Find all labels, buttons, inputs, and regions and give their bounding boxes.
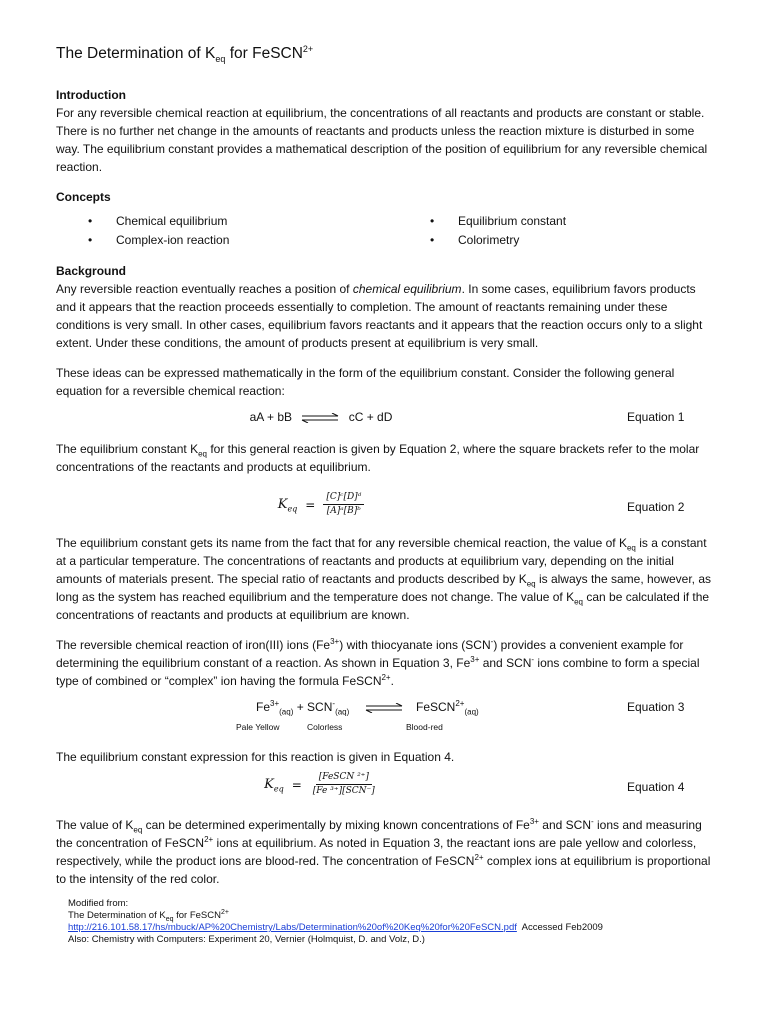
- bullet-icon: •: [430, 233, 435, 247]
- background-paragraph-5: The reversible chemical reaction of iron(III) ions $(Fe^{3+})$ with thiocyanate ions (SCN-) provides a convenient example for determining the equilibrium constant of a reaction. As shown in Equation 3, $Fe^{3+}$ and SCN- ions combine to form a special type of combined or “complex” ion having the formula FeSCN$^{2+}$.: [56, 637, 700, 688]
- equation-3: $Fe^{3+}_{(aq)} + SCN^-_{(aq)}$ FeSCN$^{2+}_{(aq)}$ Pale Yellow Colorless Blood-red Equation 3: [56, 694, 712, 740]
- equation-4-denominator: [Fe ³⁺][SCN⁻]: [312, 786, 375, 796]
- intro-paragraph: For any reversible chemical reaction at equilibrium, the concentrations of all reactants and products are constant or stable. There is no further net change in the amounts of reactants and products unless the reaction mixture is disturbed in some way. The equilibrium constant provides a mathematical description of the position of equilibrium for any reversible chemical reaction.: [56, 106, 708, 174]
- background-paragraph-2: These ideas can be expressed mathematically in the form of the equilibrium constant. Consider the following general equation for a reversible chemical reaction:: [56, 366, 675, 398]
- page-title: The Determination of $K_{eq}$ for FeSCN$^{2+}$: [56, 43, 314, 65]
- footer-line-3: http://216.101.58.17/hs/mbuck/AP%20Chemistry/Labs/Determination%20of%20Keq%20for%20FeSCN.pdf Accessed Feb2009: [68, 922, 603, 933]
- concepts-heading: Concepts: [56, 190, 111, 204]
- equation-2-numerator: [C]ᶜ[D]ᵈ: [323, 492, 364, 505]
- equation-2-denominator: [A]ᵃ[B]ᵇ: [326, 506, 361, 516]
- equation-2-label: Equation 2: [627, 500, 685, 514]
- background-paragraph-7: The value of $K_{eq}$ can be determined experimentally by mixing known concentrations of $Fe^{3+}$ and SCN- ions and measuring the concentration of FeSCN$^{2+}$ ions at equilibrium. As noted in Equation 3, the reactant ions are pale yellow and colorless, respectively, while the product ions are blood-red. The concentration of FeSCN$^{2+}$ complex ions at equilibrium is proportional to the intensity of the red color.: [56, 817, 711, 886]
- background-paragraph-1: Any reversible reaction eventually reaches a position of chemical equilibrium. In some cases, equilibrium favors products and it appears that the reaction proceeds essentially to completion. The amount of reactants remaining under these conditions is very small. In other cases, equilibrium favors reactants and it appears that the reaction occurs only to a slight extent. Under these conditions, the amount of products present at equilibrium is very small.: [56, 282, 703, 350]
- equation-1: aA + bB cC + dD Equation 1: [249, 410, 685, 424]
- concept-item: • Chemical equilibrium: [88, 212, 229, 231]
- background-paragraph-4: The equilibrium constant gets its name from the fact that for any reversible chemical reaction, the value of $K_{eq}$ is a constant at a particular temperature. The concentrations of reactants and products at equilibrium vary, depending on the initial amounts of materials present. The special ratio of reactants and products described by $K_{eq}$ is always the same, however, as long as the system has reached equilibrium and the temperature does not change. The value of $K_{eq}$ can be calculated if the concentrations of reactants and products at equilibrium are known.: [56, 536, 712, 622]
- concept-item: • Complex-ion reaction: [88, 231, 229, 250]
- footer-line-1: Modified from:: [68, 898, 129, 909]
- source-link[interactable]: http://216.101.58.17/hs/mbuck/AP%20Chemistry/Labs/Determination%20of%20Keq%20for%20FeSCN.pdf: [68, 922, 517, 933]
- label-colorless: Colorless: [307, 722, 343, 732]
- background-paragraph-6: The equilibrium constant expression for this reaction is given in Equation 4.: [56, 750, 455, 764]
- source-footer: [68, 898, 603, 946]
- concepts-list: [56, 212, 712, 252]
- intro-heading: Introduction: [56, 88, 126, 102]
- concept-item: • Colorimetry: [430, 231, 566, 250]
- background-paragraph-3: The equilibrium constant $K_{eq}$ for this general reaction is given by Equation 2, where the square brackets refer to the molar concentrations of the reactants and products at equilibrium.: [56, 442, 700, 474]
- equilibrium-arrows-icon: [365, 703, 403, 713]
- footer-line-2: The Determination of $K_{eq}$ for FeSCN$^{2+}$: [68, 908, 229, 923]
- equilibrium-arrows-icon: [301, 413, 339, 423]
- label-blood-red: Blood-red: [406, 722, 443, 732]
- footer-line-4: Also: Chemistry with Computers: Experiment 20, Vernier (Holmquist, D. and Volz, D.): [68, 934, 425, 945]
- equation-1-label: Equation 1: [627, 410, 685, 424]
- equation-2: $K_{eq}$ = $\frac{\text{[C]ᶜ[D]ᵈ}}{\text{[A]ᵃ[B]ᵇ}}$ Equation 2: [277, 492, 685, 516]
- concept-item: • Equilibrium constant: [430, 212, 566, 231]
- equation-4: $K_{eq}$ = $\frac{\text{[FeSCN ²⁺]}}{\text{[Fe ³⁺][SCN⁻]}}$ Equation 4: [264, 772, 685, 796]
- bullet-icon: •: [88, 233, 93, 247]
- bullet-icon: •: [430, 214, 435, 228]
- equation-4-numerator: [FeSCN ²⁺]: [316, 772, 372, 785]
- label-pale-yellow: Pale Yellow: [236, 722, 280, 732]
- background-heading: Background: [56, 264, 127, 278]
- document-page: [56, 44, 712, 888]
- bullet-icon: •: [88, 214, 93, 228]
- equation-3-label: Equation 3: [627, 700, 685, 714]
- equation-4-label: Equation 4: [627, 780, 685, 794]
